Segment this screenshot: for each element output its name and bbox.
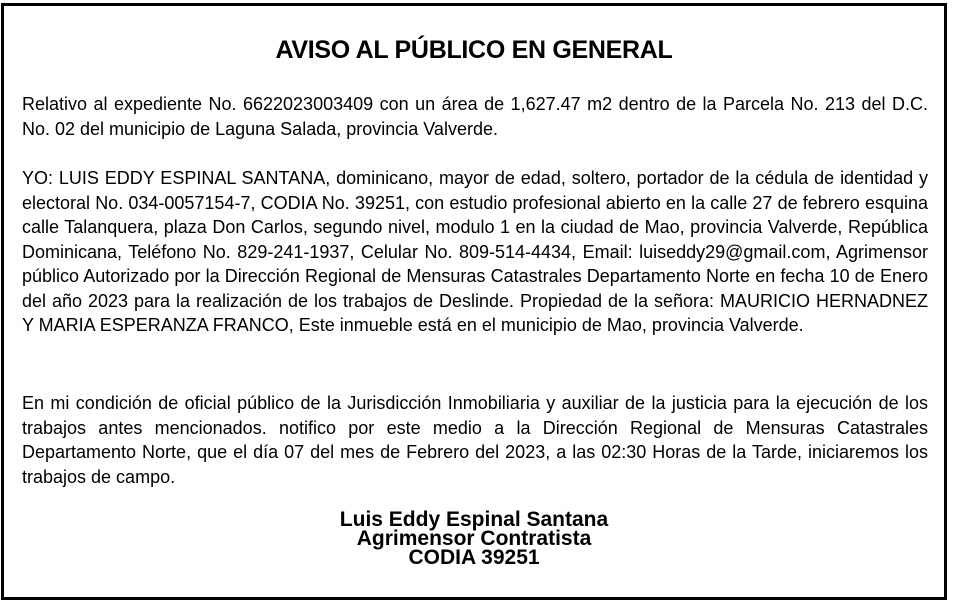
signature-block — [4, 510, 944, 567]
notice-paragraph-notification: En mi condición de oficial público de la Jurisdicción Inmobiliaria y auxiliar de la justicia para la ejecución de los trabajos antes mencionados. notifico por este medio a la Dirección Regional de Mensuras Catastrales Departamento Norte, que el día 07 del mes de Febrero del 2023, a las 02:30 Horas de la Tarde, iniciaremos los trabajos de campo. — [22, 393, 928, 487]
signature-role: Agrimensor Contratista — [356, 527, 592, 550]
signature-codia: CODIA 39251 — [408, 546, 540, 569]
notice-paragraph-reference: Relativo al expediente No. 6622023003409 con un área de 1,627.47 m2 dentro de la Parcela No. 213 del D.C. No. 02 del municipio de Laguna Salada, provincia Valverde. — [22, 94, 928, 139]
notice-paragraph-declarant: YO: LUIS EDDY ESPINAL SANTANA, dominicano, mayor de edad, soltero, portador de la cédula de identidad y electoral No. 034-0057154-7, CODIA No. 39251, con estudio profesional abierto en la calle 27 de febrero esquina calle Talanquera, plaza Don Carlos, segundo nivel, modulo 1 en la ciudad de Mao, provincia Valverde, República Dominicana, Teléfono No. 829-241-1937, Celular No. 809-514-4434, Email: luiseddy29@gmail.com, Agrimensor público Autorizado por la Dirección Regional de Mensuras Catastrales Departamento Norte en fecha 10 de Enero del año 2023 para la realización de los trabajos de Deslinde. Propiedad de la señora: MAURICIO HERNADNEZ Y MARIA ESPERANZA FRANCO, Este inmueble está en el municipio de Mao, provincia Valverde. — [22, 168, 928, 335]
signature-name: Luis Eddy Espinal Santana — [339, 508, 609, 531]
notice-frame — [1, 3, 947, 600]
notice-title: AVISO AL PÚBLICO EN GENERAL — [275, 36, 673, 64]
